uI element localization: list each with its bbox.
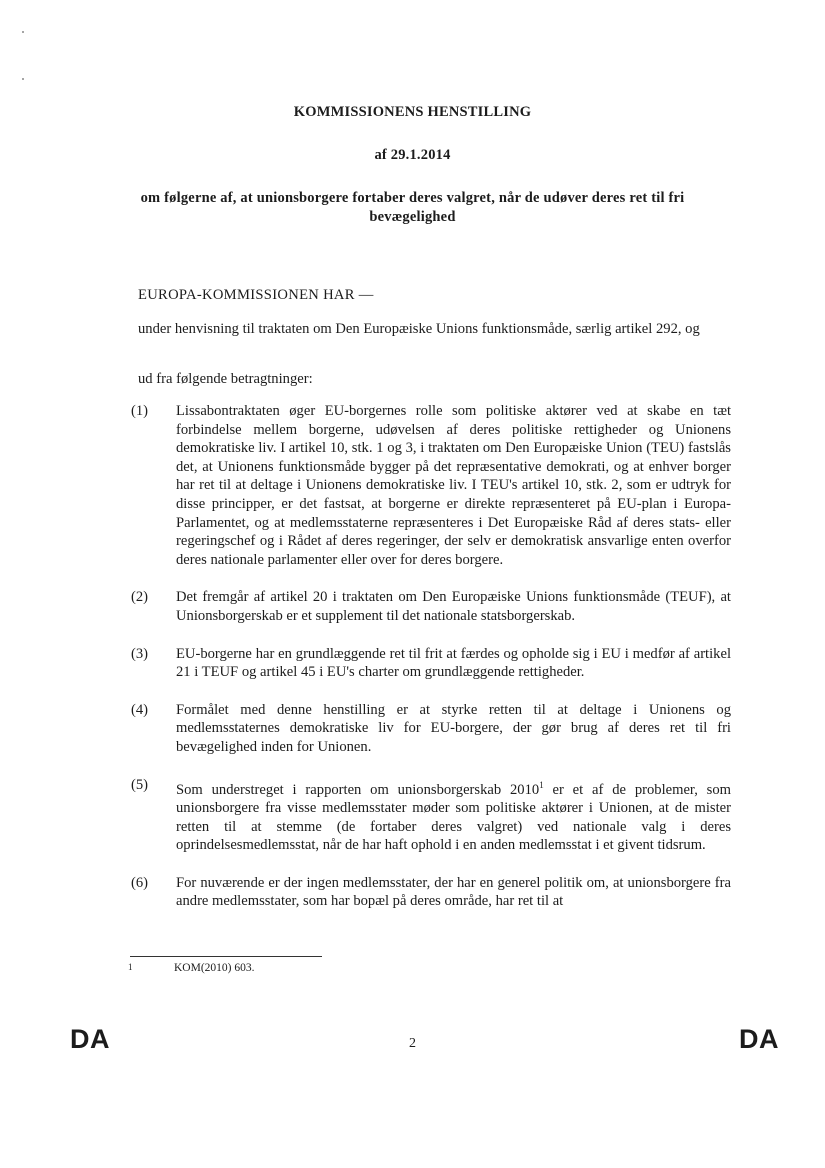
recital-text-before: Som understreget i rapporten om unionsborgerskab 2010 (176, 781, 540, 798)
scan-speck (22, 31, 24, 33)
language-code-left: DA (70, 1024, 110, 1054)
preamble: EUROPA-KOMMISSIONEN HAR — (138, 287, 374, 303)
footnote-reference[interactable]: 1 (539, 779, 544, 790)
considering-line: ud fra følgende betragtninger: (138, 371, 313, 387)
recital-number: (4) (131, 701, 149, 718)
recital-text: Formålet med denne henstilling er at styrke retten til at deltage i Unionens og medlemsstaternes demokratiske liv for EU-borgere, der gør brug af deres ret til fri bevægelighed inden for Unionen. (176, 701, 731, 755)
recital-number: (6) (131, 874, 149, 891)
language-code-right: DA (739, 1024, 779, 1054)
recital-item (131, 701, 731, 757)
document-subject: om følgerne af, at unionsborgere fortaber deres valgret, når de udøver deres ret til fri bevægelighed (140, 190, 685, 225)
recital-text: Lissabontraktaten øger EU-borgernes rolle som politiske aktører ved at skabe en tæt forbindelse mellem borgerne, udøvelsen af deres politiske rettigheder og Unionens demokratiske liv. I artikel 10, stk. 1 og 3, i traktaten om Den Europæiske Union (TEU) fastslås det, at Unionens funktionsmåde bygger på det repræsentative demokrati, og at enhver borger har ret til at deltage i Unionens demokratiske liv. I TEU's artikel 10, stk. 2, som er udtryk for disse principper, er det fastsat, at borgerne er direkte repræsenteret på EU-plan i Europa-Parlamentet, og at medlemsstaterne repræsenteres i Det Europæiske Råd af deres stats- eller regeringschef og i Rådet af deres regeringer, der selv er demokratisk ansvarlige enten overfor deres nationale parlamenter eller over for deres borgere. (176, 403, 731, 568)
document-title: KOMMISSIONENS HENSTILLING (293, 104, 532, 120)
legal-reference: under henvisning til traktaten om Den Europæiske Unions funktionsmåde, særlig artikel 292, og (138, 321, 700, 337)
recital-number: (1) (131, 403, 149, 419)
recitals-list (131, 402, 731, 930)
recital-item (131, 588, 731, 625)
recital-number: (2) (131, 589, 149, 606)
document-date: af 29.1.2014 (374, 147, 451, 163)
recital-item (131, 776, 731, 855)
footnote-text: KOM(2010) 603. (174, 962, 255, 974)
recital-item (131, 402, 731, 569)
recital-item (131, 874, 731, 911)
footnote-marker: 1 (128, 962, 133, 972)
recital-text: For nuværende er der ingen medlemsstater, der har en generel politik om, at unionsborgere fra andre medlemsstater, som har bopæl på deres område, har ret til at (176, 874, 731, 910)
footnote (128, 962, 255, 974)
recital-item (131, 645, 731, 682)
recital-text: Det fremgår af artikel 20 i traktaten om Den Europæiske Unions funktionsmåde (TEUF), at Unionsborgerskab er et supplement til det nationale statsborgerskab. (176, 589, 731, 624)
recital-text-after: er et af de problemer, som unionsborgere fra visse medlemsstater møder som politiske aktører i Unionen, at de mister retten til at stemme (de fortaber deres valgret) ved nationale valg i deres oprindelsesmedlemsstat, når de har haft ophold i en anden medlemsstat i et givent tidsrum. (176, 781, 732, 854)
recital-text: EU-borgerne har en grundlæggende ret til frit at færdes og opholde sig i EU i medfør af artikel 21 i TEUF og artikel 45 i EU's charter om grundlæggende rettigheder. (176, 645, 731, 681)
recital-number: (5) (131, 776, 149, 793)
recital-number: (3) (131, 645, 149, 662)
recital-text (176, 776, 731, 855)
page-number: 2 (409, 1036, 416, 1051)
scan-speck (22, 78, 24, 80)
footnote-divider (130, 956, 322, 957)
